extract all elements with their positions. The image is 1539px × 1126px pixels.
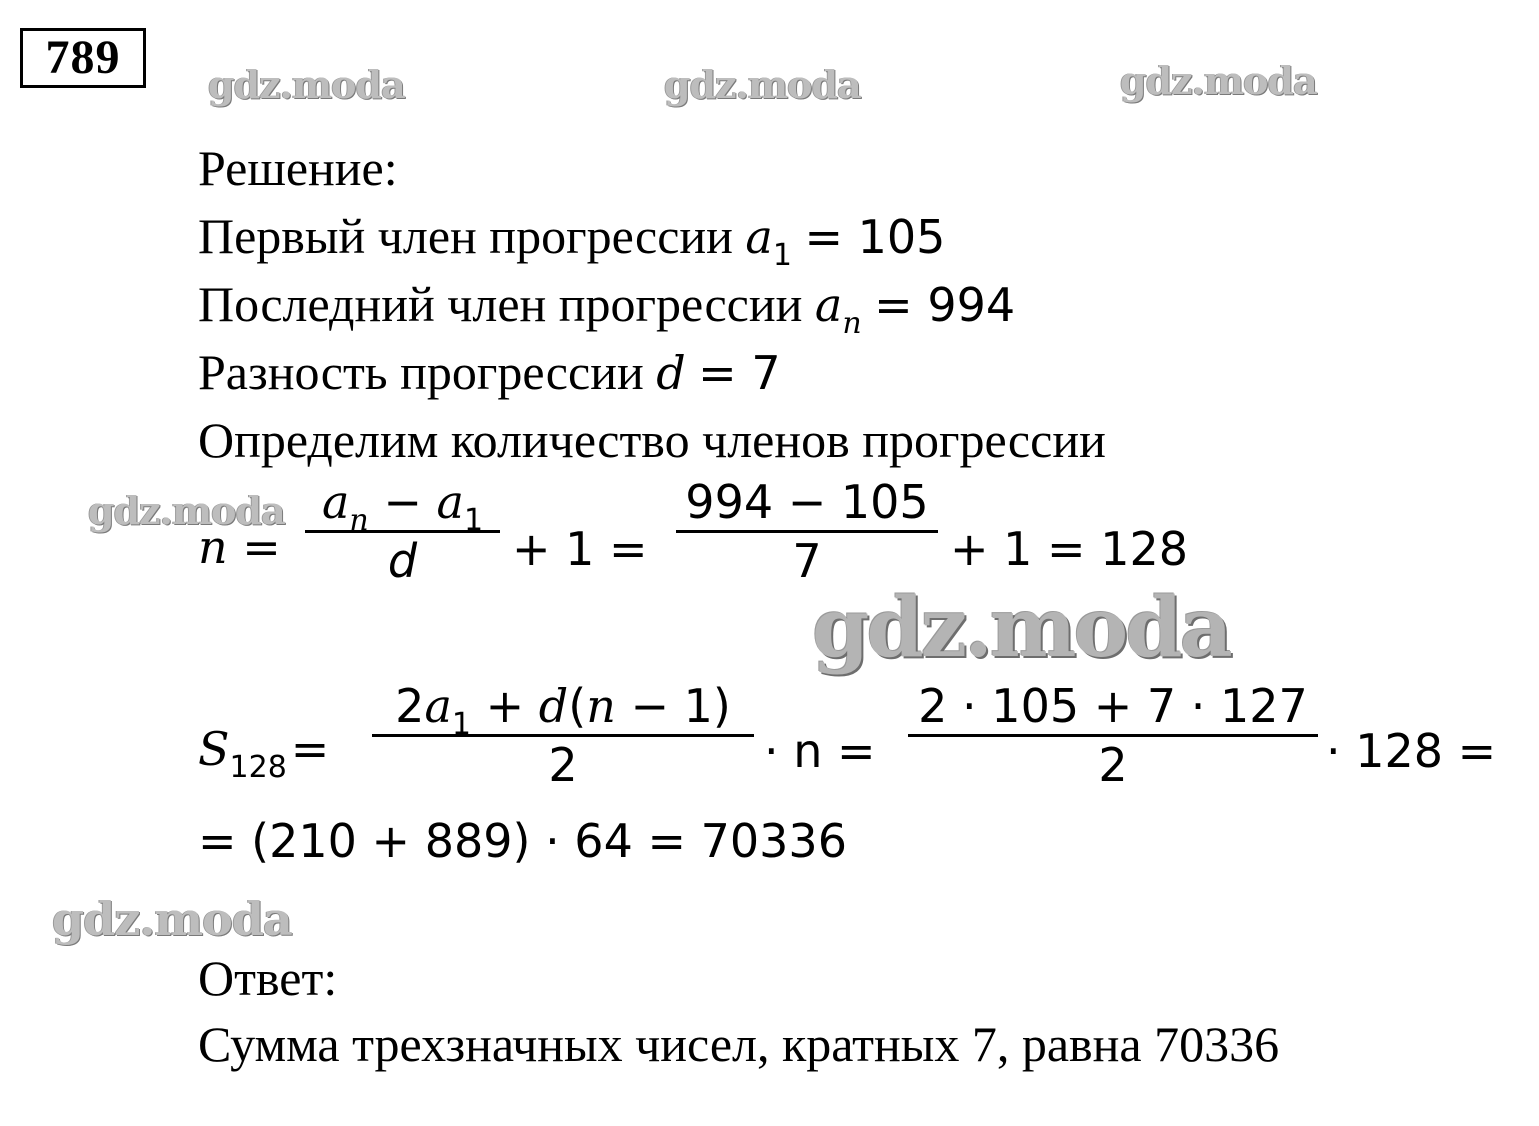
fraction-denominator: 2 <box>1098 738 1128 792</box>
watermark: gdz.moda <box>1120 58 1317 103</box>
formula-n-mid: + 1 = <box>512 522 648 576</box>
difference-var: d <box>656 346 686 400</box>
fraction-numerator: $2a_1 + d(n - 1)$ <box>395 679 731 742</box>
fraction-denominator: d <box>387 534 418 588</box>
formula-n-result: + 1 = 128 <box>950 522 1189 576</box>
fraction-denominator: 7 <box>792 534 822 588</box>
formula-s-mid: · n = <box>764 724 876 778</box>
first-term-value: = 105 <box>804 210 946 264</box>
difference-line <box>198 342 781 403</box>
first-term-sub: 1 <box>772 238 792 273</box>
difference-value: = 7 <box>698 346 781 400</box>
watermark: gdz.moda <box>812 580 1230 676</box>
first-term-line <box>198 206 946 273</box>
last-term-var: a <box>814 278 843 332</box>
watermark: gdz.moda <box>52 892 292 946</box>
formula-n-lhs: n = <box>198 520 281 574</box>
fraction-n-numeric <box>676 476 938 587</box>
watermark: gdz.moda <box>88 488 285 533</box>
formula-s-continuation: = (210 + 889) · 64 = 70336 <box>198 814 847 868</box>
last-term-text: Последний член прогрессии <box>198 276 803 332</box>
last-term-value: = 994 <box>874 278 1016 332</box>
last-term-line <box>198 274 1016 341</box>
difference-text: Разность прогрессии <box>198 344 644 400</box>
answer-text: Сумма трехзначных чисел, кратных 7, равна 70336 <box>198 1016 1280 1072</box>
fraction-numerator: 994 − 105 <box>685 475 929 529</box>
formula-s-lhs: $S_{128}$ = <box>198 722 330 785</box>
fraction-denominator: 2 <box>548 738 578 792</box>
answer-heading: Ответ: <box>198 950 338 1006</box>
watermark: gdz.moda <box>208 62 405 107</box>
watermark: gdz.moda <box>664 62 861 107</box>
count-terms-line: Определим количество членов прогрессии <box>198 412 1106 468</box>
fraction-bar <box>676 530 938 533</box>
first-term-var: a <box>745 210 773 264</box>
last-term-sub: n <box>842 306 862 341</box>
fraction-bar <box>372 734 754 737</box>
fraction-numerator: $a_n - a_1$ <box>321 475 484 538</box>
fraction-bar <box>908 734 1318 737</box>
problem-number: 789 <box>20 28 146 88</box>
formula-s-tail: · 128 = <box>1326 724 1497 778</box>
fraction-numerator: 2 · 105 + 7 · 127 <box>918 679 1308 733</box>
fraction-s-general <box>372 680 754 791</box>
fraction-s-numeric <box>908 680 1318 791</box>
fraction-n-general <box>305 476 500 587</box>
first-term-text: Первый член прогрессии <box>198 208 733 264</box>
solution-heading: Решение: <box>198 140 398 196</box>
